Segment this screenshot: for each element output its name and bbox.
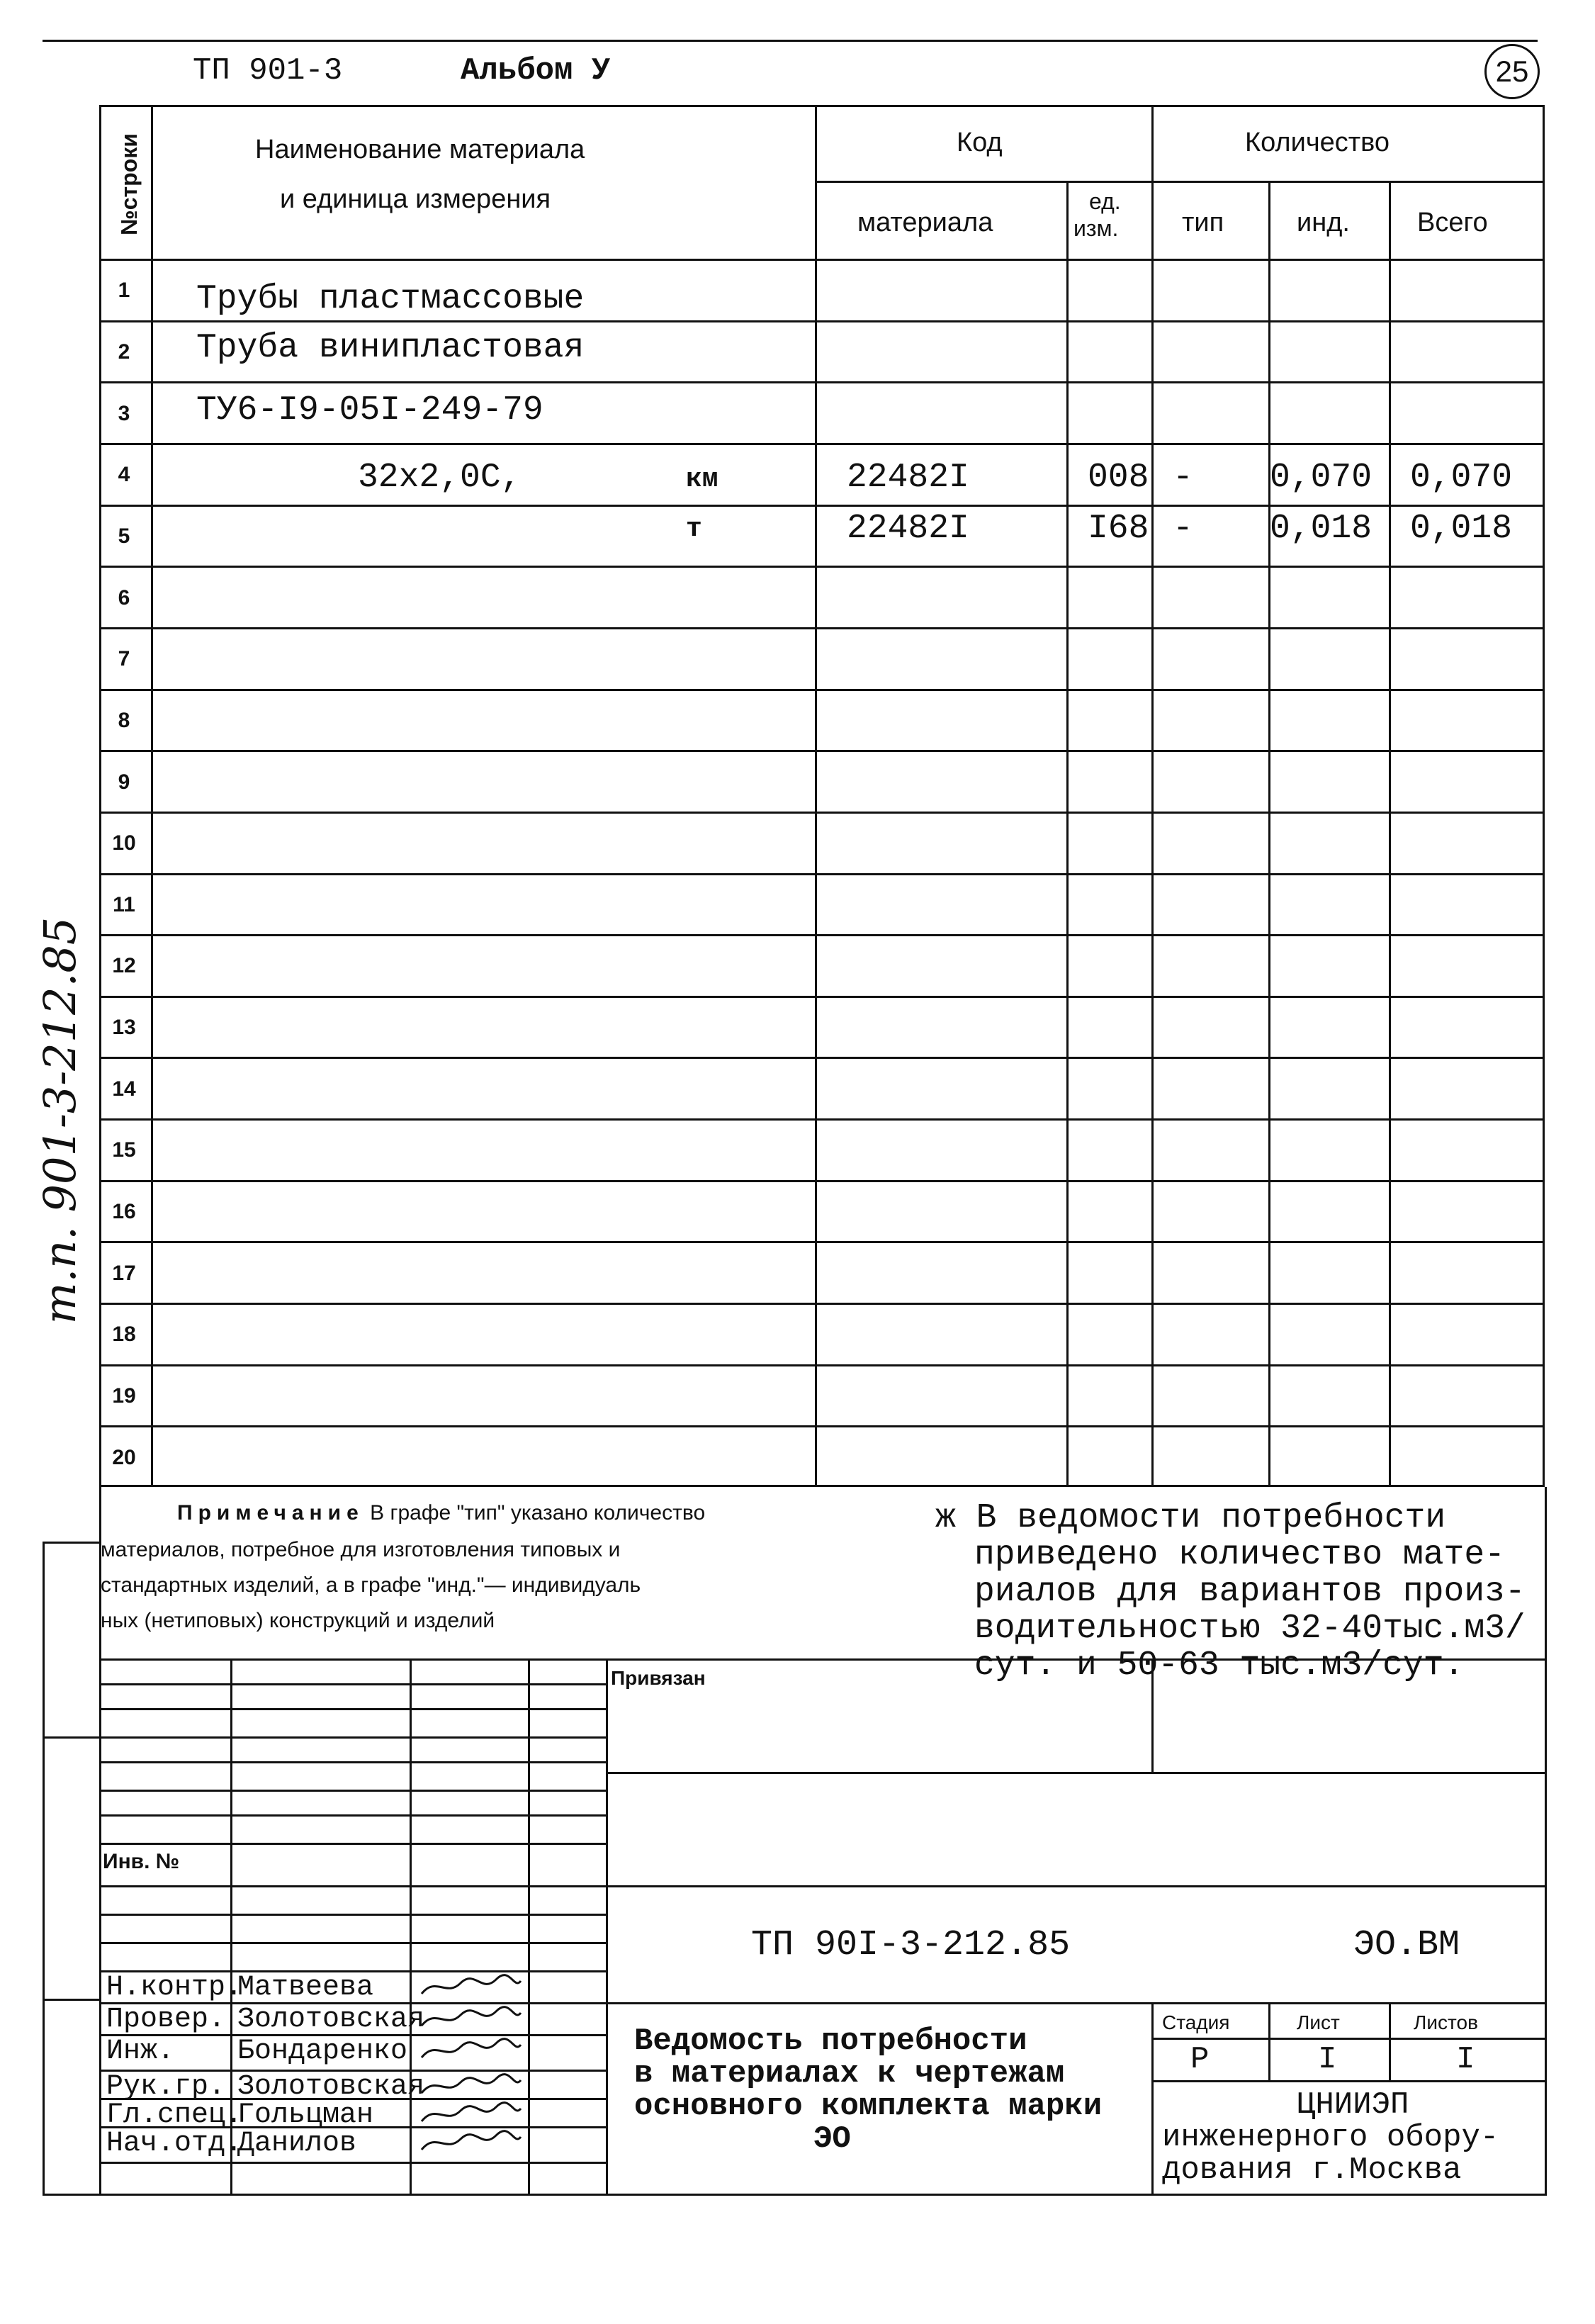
role-person-name: Матвеева: [237, 1972, 374, 2004]
col-divider-unit: [1151, 105, 1154, 1487]
unit-header-line1: ед.: [1089, 189, 1121, 214]
row-number: 12: [112, 954, 136, 977]
row-divider: [99, 505, 1545, 507]
role-person-name: Гольцман: [237, 2099, 374, 2131]
tb-left-border: [99, 1487, 101, 2196]
doc-title-line4: ЭО: [813, 2121, 851, 2157]
tb-row-divider: [99, 1914, 608, 1916]
top-rule: [43, 40, 1538, 42]
row-4-type: -: [1173, 459, 1193, 497]
tb-col-sign: [410, 1658, 412, 2194]
row-divider: [99, 320, 1545, 322]
col-divider-name: [815, 105, 817, 1487]
row-number: 19: [112, 1384, 136, 1408]
row-divider: [99, 1118, 1545, 1121]
signature-scribble: [418, 2036, 524, 2065]
role-person-name: Золотовская: [237, 2071, 425, 2103]
row-divider: [99, 1241, 1545, 1243]
row-number: 7: [118, 647, 130, 670]
row-4-name: 32х2,0С,: [358, 459, 522, 497]
sheet-label: Лист: [1297, 2011, 1340, 2033]
row-divider: [99, 1364, 1545, 1366]
row-number: 13: [112, 1016, 136, 1039]
row-divider: [99, 1057, 1545, 1059]
row-divider: [99, 1303, 1545, 1305]
row-number: 4: [118, 463, 130, 486]
role-title: Нач.отд.: [106, 2128, 243, 2160]
code-header: Код: [957, 128, 1003, 157]
tb-right-border: [1545, 1487, 1547, 2196]
stage-label: Стадия: [1162, 2011, 1230, 2033]
row-divider: [99, 627, 1545, 629]
series-label: ТП 901-3: [193, 53, 343, 89]
doc-title-line1: Ведомость потребности: [634, 2023, 1027, 2059]
signature-scribble: [418, 2100, 524, 2128]
tb-divider-privyazan: [1151, 1658, 1154, 1772]
col-divider-rowno: [151, 105, 153, 1487]
side-stamp-text: т.п. 901-3-212.85: [34, 916, 86, 1325]
margin-left-border: [43, 1542, 45, 2194]
note-line3: стандартных изделий, а в графе "инд."— индивидуаль: [101, 1573, 641, 1597]
role-title: Гл.спец.: [106, 2099, 243, 2131]
tb-stage-rule: [1151, 2038, 1547, 2040]
row-2-name: Труба винипластовая: [196, 329, 585, 367]
row-divider: [99, 750, 1545, 752]
role-title: Рук.гр.: [106, 2071, 226, 2103]
row-number: 10: [112, 831, 136, 855]
role-title: Н.контр.: [106, 1972, 243, 2004]
note-line4: ных (нетиповых) конструкций и изделий: [101, 1609, 495, 1632]
row-divider: [99, 873, 1545, 875]
row-number: 5: [118, 524, 130, 548]
tb-row-divider: [99, 1708, 608, 1710]
tb-row-divider: [99, 2162, 608, 2164]
margin-rule-4: [43, 2194, 101, 2196]
sheet-value: I: [1318, 2042, 1337, 2077]
role-person-name: Данилов: [237, 2128, 357, 2160]
tb-stage-divider: [1151, 2002, 1154, 2194]
note-line2: материалов, потребное для изготовления типовых и: [101, 1538, 621, 1561]
tb-row-divider: [99, 1790, 608, 1792]
row-4-ind: 0,070: [1270, 459, 1373, 497]
tb-row-divider: [99, 1683, 608, 1685]
role-person-name: Золотовская: [237, 2004, 425, 2036]
margin-rule-2: [43, 1736, 101, 1739]
star-note-line1: ж В ведомости потребности: [935, 1499, 1446, 1537]
row-4-total: 0,070: [1410, 459, 1513, 497]
role-person-name: Бондаренко: [237, 2036, 408, 2067]
tb-designation-bottom: [606, 2002, 1547, 2004]
album-label: Альбом У: [461, 53, 611, 89]
name-header-line2: и единица измерения: [280, 184, 551, 214]
tb-row-divider: [99, 1942, 608, 1944]
total-header: Всего: [1417, 208, 1488, 237]
row-number: 9: [118, 770, 130, 794]
row-divider: [99, 443, 1545, 445]
doc-title-line2: в материалах к чертежам: [634, 2056, 1065, 2092]
signature-scribble: [418, 2004, 524, 2033]
sheets-value: I: [1456, 2042, 1475, 2077]
row-number: 17: [112, 1262, 136, 1285]
tb-divider-main: [606, 1658, 608, 2194]
stage-value: Р: [1190, 2042, 1210, 2077]
row-5-unit-code: I68: [1088, 510, 1149, 548]
mark: ЭО.ВМ: [1353, 1925, 1460, 1965]
doc-title-line3: основного комплекта марки: [634, 2089, 1103, 2124]
signature-scribble: [418, 1972, 524, 2001]
tb-stage-bottom: [1151, 2080, 1547, 2082]
star-note-line5: сут. и 50-63 тыс.м3/сут.: [974, 1646, 1465, 1685]
row-divider: [99, 1425, 1545, 1427]
row-divider: [99, 689, 1545, 691]
row-5-ind: 0,018: [1270, 510, 1373, 548]
row-number: 1: [118, 279, 130, 302]
row-number: 18: [112, 1323, 136, 1346]
tb-row-divider: [99, 1843, 608, 1845]
privyazan-label: Привязан: [611, 1667, 706, 1689]
signature-scribble: [418, 2128, 524, 2157]
row-divider: [99, 1180, 1545, 1182]
code-material-header: материала: [857, 208, 993, 237]
row-number: 14: [112, 1077, 136, 1101]
row-4-code: 22482I: [847, 459, 969, 497]
row-number: 8: [118, 709, 130, 732]
row-4-unit: км: [686, 464, 718, 495]
row-divider: [99, 381, 1545, 383]
row-divider: [99, 934, 1545, 936]
org-line2: инженерного обору-: [1162, 2120, 1499, 2155]
tb-sheet-divider: [1268, 2002, 1270, 2080]
row-5-total: 0,018: [1410, 510, 1513, 548]
row-divider: [99, 812, 1545, 814]
tb-row-divider: [99, 1736, 608, 1739]
margin-rule-1: [43, 1542, 101, 1544]
row-no-header: №строки: [116, 133, 142, 235]
tb-designation-top: [606, 1885, 1547, 1887]
tb-col-date: [528, 1658, 530, 2194]
header-bottom-rule: [99, 259, 1545, 261]
tb-row-divider: [99, 1885, 608, 1887]
row-1-name: Трубы пластмассовые: [196, 280, 585, 318]
name-header-line1: Наименование материала: [255, 135, 585, 164]
tb-row-divider: [99, 1814, 608, 1817]
row-no-header-box: [106, 113, 149, 255]
tb-top-rule: [99, 1658, 1547, 1661]
type-header: тип: [1182, 208, 1224, 237]
org-line3: дования г.Москва: [1162, 2152, 1462, 2188]
page-number: 25: [1495, 55, 1529, 88]
unit-header-line2: изм.: [1073, 215, 1119, 241]
row-number: 3: [118, 402, 130, 425]
page-number-badge: [1484, 44, 1540, 99]
signature-scribble: [418, 2072, 524, 2100]
row-3-name: ТУ6-I9-05I-249-79: [196, 391, 543, 430]
margin-rule-3: [43, 1999, 101, 2001]
row-5-type: -: [1173, 510, 1193, 548]
role-title: Провер.: [106, 2004, 226, 2036]
header-subrule: [815, 181, 1545, 183]
row-divider: [99, 566, 1545, 568]
note-text-line1: В графе "тип" указано количество: [370, 1501, 706, 1525]
row-number: 2: [118, 340, 130, 364]
inv-no-label: Инв. №: [103, 1850, 180, 1873]
note-heading: Примечание: [177, 1501, 364, 1525]
star-note-line2: приведено количество мате-: [974, 1536, 1505, 1574]
col-divider-code: [1066, 181, 1069, 1487]
star-note-line4: водительностью 32-40тыс.м3/: [974, 1610, 1526, 1648]
col-divider-type: [1268, 181, 1270, 1487]
tb-sheets-divider: [1389, 2002, 1391, 2080]
tb-bottom-border: [99, 2194, 1547, 2196]
star-note-line3: риалов для вариантов произ-: [974, 1573, 1526, 1611]
row-number: 6: [118, 586, 130, 610]
qty-header: Количество: [1245, 128, 1390, 157]
designation: ТП 90I-3-212.85: [751, 1925, 1071, 1965]
row-5-code: 22482I: [847, 510, 969, 548]
org-line1: ЦНИИЭП: [1297, 2087, 1409, 2123]
ind-header: инд.: [1297, 208, 1350, 237]
row-number: 20: [112, 1446, 136, 1469]
row-number: 16: [112, 1200, 136, 1223]
role-title: Инж.: [106, 2036, 175, 2067]
side-stamp: [28, 893, 99, 1347]
row-divider: [99, 996, 1545, 998]
tb-row-divider: [99, 1761, 608, 1763]
col-divider-ind: [1389, 181, 1391, 1487]
row-5-unit: т: [686, 514, 702, 544]
sheets-label: Листов: [1414, 2011, 1478, 2033]
tb-privyazan-rule: [606, 1772, 1547, 1774]
row-number: 15: [112, 1138, 136, 1162]
row-number: 11: [113, 893, 135, 916]
note-line1: [177, 1503, 705, 1524]
row-4-unit-code: 008: [1088, 459, 1149, 497]
